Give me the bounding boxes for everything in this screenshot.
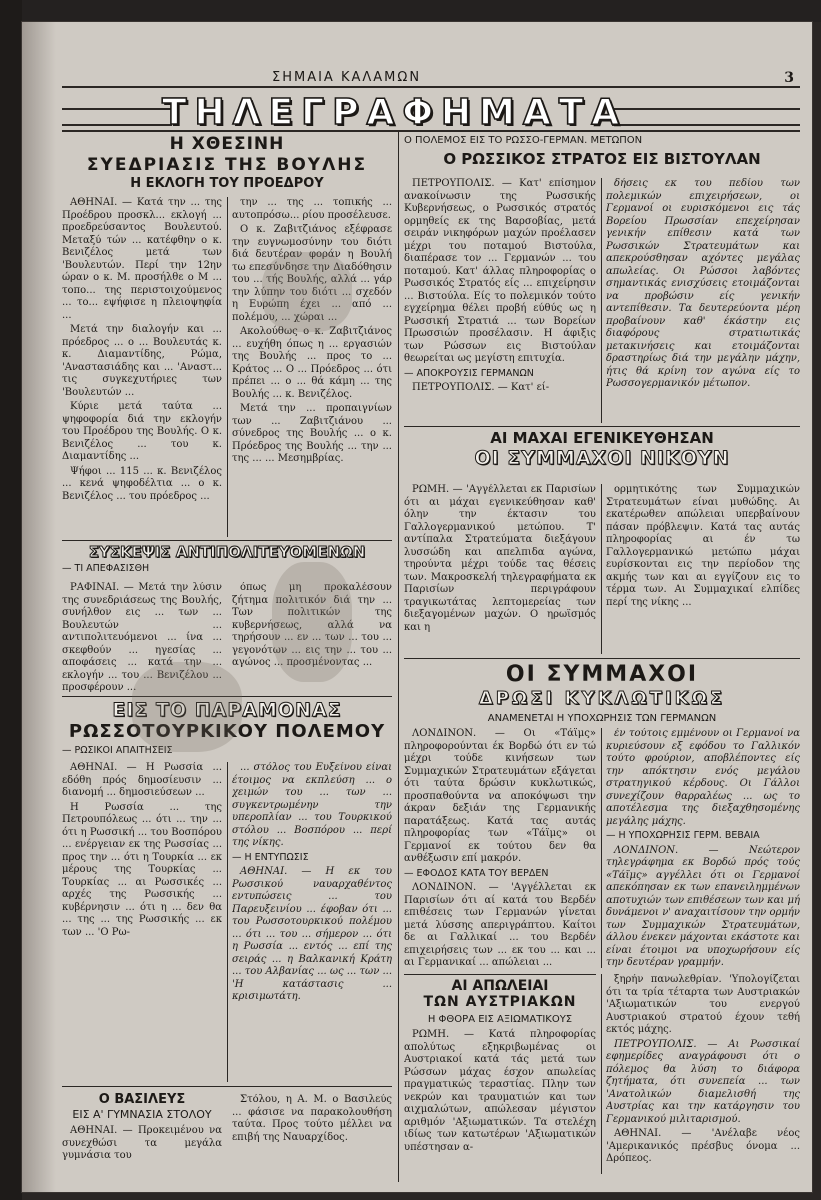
paragraph: ΠΕΤΡΟΥΠΟΛΙΣ. — Κατ' επίσημον ανακοίνωσιν της Ρωσσικής Κυβερνήσεως, ο Ρωσσικός στρατός ορμηθείς εκ της Βαρσοβίας, μετά σειράν νικηφόρων μαχών προέλασεν μέχρι του ποταμού Βιστούλα, διαπέρασε τον ... Γερμανών ... του ποταμού. Κατ' άλλας πληροφορίας ο Ρωσσικός Στρατός είς ... επιχείρησιν ... Βιστούλα. Είς το πολεμικόν τούτο εγχείρημα θέλει προβή εύθύς ως η Ρωσσική Στρατιά ... των Βορείων Πρωσσιών προσέλασιν. Η άφιξις των Ρώσσων εις Βιστούλαν θεωρείται ως μεγίστη επιτυχία. (404, 178, 596, 364)
allies-title: ΑΙ ΜΑΧΑΙ ΕΓΕΝΙΚΕΥΘΗΣΑΝ (490, 429, 714, 447)
verdun-subhead: — ΕΦΟΔΟΣ ΚΑΤΑ ΤΟΥ ΒΕΡΔΕΝ (404, 867, 549, 879)
king-article (62, 1092, 222, 1165)
king-title: Ο ΒΑΣΙΛΕΥΣ (98, 1092, 186, 1107)
austrian-title-2: ΤΩΝ ΑΥΣΤΡΙΑΚΩΝ (423, 994, 577, 1010)
paragraph: ΛΟΝΔΙΝΟΝ. — Νεώτερον τηλεγράφημα εκ Βορδώ πρός τούς «Τάϊμς» αγγέλλει ότι οι Γερμανοί απεκόπησαν εκ των επανειλημμένων αποτυχιών των επιθέσεων των και μή δυνάμενοι ν' αναχαιτίσουν την ορμήν των Συμμαχικών Στρατευμάτων, άλλου ένεκεν μάχονται εκάστοτε και είναι έτοιμοι να υποχωρήσουν είς την δευτέραν γραμμήν. (606, 844, 800, 968)
retreat-subhead: — Η ΥΠΟΧΩΡΗΣΙΣ ΓΕΡΜ. ΒΕΒΑΙΑ (606, 830, 760, 841)
paragraph: Ακολούθως ο κ. Ζαβιτζιάνος ... ευχήθη όπως η ... εργασιών της Βουλής ... προς το ... Κράτος ... Ο ... Πρόεδρος ... ότι πρέπει ... ο ... θά κάμη ... της Βουλής ... κ. Βενιζέλος. (232, 326, 392, 400)
paragraph: ΡΑΦΙΝΑΙ. — Μετά την λύσιν της συνεδριάσεως της Βουλής, συνήλθον εις ... των ... Βουλευτών ... αντιπολιτευόμενοι ... ίνα ... σκεφθούν ... ηγεσίας ... αποφάσεις ... κατά την ... εκλογήν ... του ... Βενιζέλου ... προσφέρουν ... (62, 582, 222, 693)
encircle-title: ΟΙ ΣΥΜΜΑΧΟΙ (505, 662, 699, 687)
king-col-b (232, 1094, 392, 1174)
paragraph: Ψήφοι ... 115 ... κ. Βενιζέλος ... κενά ψηφοδέλτια ... ο κ. Βενιζέλος ... του πρόεδρος ... (62, 465, 222, 502)
paragraph: ... στόλος του Ευξείνου είναι έτοιμος να εκπλεύση ... ο χειμών του ... των ... συγκεντρωμένην την υπεροπλίαν ... του Τουρκικού στόλου ... Βοσπόρου ... περί της νίκης. (232, 762, 392, 848)
opposition-article (62, 544, 392, 579)
paragraph: ΑΘΗΝΑΙ. — Κατά την ... της Προέδρου προσκλ... εκλογή ... προεδρεύσαντος Βουλευτού. Μεταξύ τών ... κατέφθην ο κ. Βενιζέλος μετά των 'Βουλευτών. Περί την 12ην ώραν ο κ. Μ. προσήλθε ο Μ ... τοπο... της περιστοιχούμενος ... το... εψήφισε η πλειοψηφία ... (62, 197, 222, 321)
banner-bottom-rule (62, 130, 800, 132)
paragraph: ΑΘΗΝΑΙ. — 'Ανέλαβε νέος 'Αμερικανικός πρέσβυς όνομα ... Δρόπεος. (606, 1128, 800, 1164)
paragraph: Μετά την διαλογήν και ... πρόεδρος ... ο ... Βουλευτάς κ. κ. Διαμαντίδης, Ρώμα, 'Αναστασιάδης και ... 'Αναστ... τις συγκεχυτήριες των 'Βουλευτών ... (62, 324, 222, 398)
inner-divider (601, 484, 602, 654)
impression-subhead: — Η ΕΝΤΥΠΩΣΙΣ (232, 851, 309, 863)
fold-shadow (22, 22, 56, 1192)
paragraph: ΑΘΗΝΑΙ. — Η εκ του Ρωσσικού ναυαρχαθέντος εντυπώσεις ... του Παρευξεινίου ... έφοβαν ότι ... του Ρωσσοτουρκικού πολέμου ... ότι ... του ... σήμερον ... ότι η Ρωσσία ... εντός ... επί της σειράς ... η Βαλκανική Κράτη ... του Αλβανίας ... ως ... των ... 'Η κατάστασις ... κρισιμωτάτη. (232, 866, 392, 1002)
war-title-1: ΕΙΣ ΤΟ ΠΑΡΑΜΟΝΑΣ (112, 699, 342, 721)
paragraph: Μετά την ... προπαιγνίων των ... Ζαβιτζιάνου ... σύνεδρος της Βουλής ... ο κ. Πρόεδρος της Βουλής ... την ... της ... ... Μεσημβρίας. (232, 403, 392, 464)
paragraph: δήσεις εκ του πεδίου των πολεμικών επιχειρήσεων, οι Γερμανοί οι ευρισκόμενοι εις τάς Βορείου Πρωσσίαν επεχείρησαν γενικήν επίθεσιν κατά των Ρωσσικών Στρατευμάτων και απεκρούσθησαν αχόντες μεγάλας απωλείας. Οι Ρώσσοι λαβόντες σημαντικάς ενισχύσεις ετοιμάζονται να προβώσιν είς γενικήν αντεπίθεσιν. Τα δευτερεύοντα μέρη προβαίνουν καθ' έκάστην εις διαφόρους στρατιωτικάς μετακινήσεις και ετοιμάζονται δραστηρίως διά την μεγάλην μάχην, ήτις θά κρίνη τον αγώνα είς το Ρωσσογερμανικόν μέτωπον. (606, 178, 800, 389)
paragraph: ΠΕΤΡΟΥΠΟΛΙΣ. — Κατ' εί- (412, 382, 550, 393)
paragraph: ΑΘΗΝΑΙ. — Προκειμένου να συνεχθώσι τα μεγάλα γυμνάσια του (62, 1125, 222, 1161)
masthead: ΣΗΜΑΙΑ ΚΑΛΑΜΩΝ (272, 70, 422, 85)
paragraph: Στόλου, η Α. Μ. ο Βασιλεύς ... φάσισε να παρακολουθήση ταύτα. Προς τούτο μέλλει να επιβή της Ναυαρχίδος. (232, 1094, 392, 1143)
banner-rule-right (612, 108, 800, 126)
parliament-title-3: Η ΕΚΛΟΓΗ ΤΟΥ ΠΡΟΕΔΡΟΥ (130, 176, 324, 191)
parliament-title-1: Η ΧΘΕΣΙΝΗ (169, 134, 285, 154)
paragraph: ξηρήν πανωλεθρίαν. 'Υπολογίζεται ότι τα τρία τέταρτα των Αυστριακών 'Αξιωματικών του ενεργού Αυστριακού στρατού έχουν τεθή εκτός μάχης. (606, 974, 800, 1035)
front-title: Ο ΡΩΣΣΙΚΟΣ ΣΤΡΑΤΟΣ ΕΙΣ ΒΙΣΤΟΥΛΑΝ (443, 150, 761, 168)
parliament-article (62, 134, 392, 196)
page-number: 3 (784, 70, 794, 86)
scan-edge-left (0, 0, 22, 1200)
encircle-subhead: ΑΝΑΜΕΝΕΤΑΙ Η ΥΠΟΧΩΡΗΣΙΣ ΤΩΝ ΓΕΡΜΑΝΩΝ (487, 713, 717, 724)
parliament-title-2: ΣΥΕΔΡΙΑΣΙΣ ΤΗΣ ΒΟΥΛΗΣ (86, 155, 368, 175)
austrian-col-b (606, 974, 800, 1174)
opposition-subhead: — ΤΙ ΑΠΕΦΑΣΙΣΘΗ (62, 563, 150, 574)
separator (404, 426, 800, 427)
opposition-title: ΣΥΣΚΕΨΙΣ ΑΝΤΙΠΟΛΙΤΕΥΟΜΕΝΩΝ (88, 543, 366, 561)
banner-title: ΤΗΛΕΓΡΑΦΗΜΑΤΑ (162, 92, 628, 133)
king-subhead: ΕΙΣ Α' ΓΥΜΝΑΣΙΑ ΣΤΟΛΟΥ (72, 1108, 212, 1121)
masthead-rule (62, 86, 800, 88)
front-col-b (606, 178, 800, 423)
banner-rule-left (62, 108, 172, 126)
allies-col-a (404, 484, 596, 654)
inner-divider (227, 197, 228, 537)
allies-col-b (606, 484, 800, 654)
paragraph: ΛΟΝΔΙΝΟΝ. — Οι «Τάϊμς» πληροφορούνται έκ Βορδώ ότι εν τώ μέχρι τούδε κινήσεων των Συμμαχικών Στρατευμάτων εξάγεται ότι ταύτα δρώσιν κυκλωτικώς, προσπαθούντα να αποκόψωσι την άκραν δεξιάν της Γερμανικής παρατάξεως. Κατά τας αυτάς πληροφορίας των «Τάϊμς» οι Γερμανοί εκ τούτου δεν θα ανθέξωσιν επί μακρόν. (404, 728, 596, 864)
inner-divider (227, 762, 228, 1082)
inner-divider (601, 728, 602, 968)
war-col-a (62, 762, 222, 1082)
parliament-col-a (62, 197, 222, 537)
encircle-col-a (404, 728, 596, 968)
newspaper-page (22, 22, 812, 1192)
scan-edge-top (0, 0, 821, 22)
paragraph: έν τούτοις εμμένουν οι Γερμανοί να κυριεύσουν εξ εφόδου το Γαλλικόν τούτο φρούριον, αποβλέποντες είς την απόκτησιν ενός μεγάλου στρατηγικού κέρδους. Οι Γάλλοι συνεχίζουν θαρραλέως ... ως το αποτέλεσμα της διεξαχθησομένης μεγάλης μάχης. (606, 728, 800, 827)
austrian-subhead: Η ΦΘΟΡΑ ΕΙΣ ΑΞΙΩΜΑΤΙΚΟΥΣ (427, 1014, 573, 1025)
separator (62, 1086, 392, 1087)
separator (62, 540, 392, 541)
separator (404, 658, 800, 659)
parliament-col-b (232, 197, 392, 537)
column-divider (398, 132, 399, 1182)
austrian-article (404, 978, 596, 1178)
paragraph: ΡΩΜΗ. — Κατά πληροφορίας απολύτως εξηκριβωμένας οι Αυστριακοί κατά τάς μετά των Ρώσσων μάχας έσχον απωλείας πραγματικώς τεραστίας. Πλην των νεκρών και τραυματιών και των αιχμαλώτων, απώλεσαν μέγιστον αριθμόν 'Αξιωματικών. Τα στελέχη ιδίως των κατωτέρων 'Αξιωματικών υπέστησαν α- (404, 1029, 596, 1153)
austrian-title-1: ΑΙ ΑΠΩΛΕΙΑΙ (451, 978, 549, 994)
paragraph: Η Ρωσσία ... της Πετρουπόλεως ... ότι ... την ... ότι η Ρωσσική ... του Βοσπόρου ... ενέργειαν εκ της Ρωσσίας ... προς την ... ότι η Τουρκία ... εκ μέρους της Τουρκίας ... Τουρκίας ... αι Ρωσσικές ... αρχές της Ρωσσικής ... κυβέρνησιν ... ότι η ... δεν θα ... της ... της Ρωσσικής ... εκ των ... 'Ο Ρω- (62, 801, 222, 938)
encircle-col-b (606, 728, 800, 968)
paragraph: ΑΘΗΝΑΙ. — Η Ρωσσία ... εδόθη πρός δημοσίευσιν ... διανομή ... δημοσιεύσεων ... (62, 762, 222, 798)
inner-divider (601, 178, 602, 423)
paragraph: ορμητικότης των Συμμαχικών Στρατευμάτων είναι μυθώδης. Αι εκατέρωθεν απώλειαι υπερβαίνουν πάσαν πρόβλεψιν. Κατά τας αυτάς πληροφορίας αι έν τω Γαλλογερμανικώ μετώπω μάχαι ευρίσκονται εις την περίοδον της ακμής των και αι εγγίζουν εις το τέρμα των. Αι Συμμαχικαί ελπίδες περί της νίκης ... (606, 484, 800, 608)
paragraph: Κύριε μετά ταύτα ... ψηφοφορία διά την εκλογήν του Προέδρου της Βουλής. Ο κ. Βενιζέλος ... του κ. Διαμαντίδης ... (62, 401, 222, 462)
front-subhead: Ο ΠΟΛΕΜΟΣ ΕΙΣ ΤΟ ΡΩΣΣΟ-ΓΕΡΜΑΝ. ΜΕΤΩΠΟΝ (404, 135, 643, 146)
war-subhead: — ΡΩΣΙΚΟΙ ΑΠΑΙΤΗΣΕΙΣ (62, 745, 173, 756)
paragraph: ΠΕΤΡΟΥΠΟΛΙΣ. — Αι Ρωσσικαί εφημερίδες αναγράφουσι ότι ο πόλεμος θα λύση το διάφορα ζητήματα, ότι συνεπεία ... των 'Ανατολικών διαμελισθή της Αυστρίας και την κατάργησιν του Γερμανικού μιλιταρισμού. (606, 1038, 800, 1125)
paper-stain (262, 252, 352, 332)
front-col-a (404, 178, 596, 423)
paragraph: Ο κ. Ζαβιτζιάνος εξέφρασε την ευγνωμοσύνην του διότι διά δευτέραν φοράν η Βουλή τω επεσύνδησε την Διαδόθησιν του ... τής Βουλής, αλλά ... γάρ την λύπην του διότι ... σχεδόν η Ευρώπη έχει ... από ... πολέμου, ... χώραι ... (232, 224, 392, 323)
paragraph: ΡΩΜΗ. — 'Αγγέλλεται εκ Παρισίων ότι αι μάχαι εγενικεύθησαν καθ' όλην την έκτασιν του Γαλλογερμανικού μετώπου. Τ' αντίπαλα Στρατεύματα διεξάγουν λυσσώδη και απελπιδα αγώνα, τηρούντα μέχρι τούδε τας θέσεις των. Μακροσκελή τηλεγραφήματα εκ Παρισίων περιγράφουν τραγικωτάτας λεπτομερείας των διεξαγομένων μαχών. Ο ηρωϊσμός και η (404, 484, 596, 633)
paper-stain (132, 662, 242, 752)
repulse-subhead: — ΑΠΟΚΡΟΥΣΙΣ ΓΕΡΜΑΝΩΝ (404, 367, 534, 379)
encircle-title-2: ΔΡΩΣΙ ΚΥΚΛΩΤΙΚΩΣ (478, 688, 726, 709)
front-article (404, 134, 800, 171)
paragraph: ΛΟΝΔΙΝΟΝ. — 'Αγγέλλεται εκ Παρισίων ότι αί κατά του Βερδέν επιθέσεις των Γερμανών γίνεται μετά λύσσης απεριγράπτου. Καίτοι δε αι Γαλλικαί ... του Βερδέν επιχειρήσεις των ... εκ του ... και ... αι Γερμανικαί ... απώλειαι ... (404, 882, 596, 968)
allies-article (404, 430, 800, 469)
encircle-article (404, 662, 800, 725)
paragraph: όπως μη προκαλέσουν ζήτημα πολιτικόν διά την ... Των πολιτικών της κυβερνήσεως, αλλά να τηρήσουν ... εν ... των ... του ... γεγονότων ... εις την ... του ... αγώνος ... προσμένοντας ... (232, 582, 392, 668)
inner-divider (601, 974, 602, 1174)
war-col-b (232, 762, 392, 1082)
paper-stain (272, 562, 352, 682)
war-title-2: ΡΩΣΣΟΤΟΥΡΚΙΚΟΥ ΠΟΛΕΜΟΥ (68, 721, 386, 742)
separator (404, 974, 596, 975)
paragraph: την ... της ... τοπικής ... αυτοπρόσω... ρίου προσέλευσε. (232, 197, 392, 221)
allies-title-2: ΟΙ ΣΥΜΜΑΧΟΙ ΝΙΚΟΥΝ (474, 447, 730, 469)
